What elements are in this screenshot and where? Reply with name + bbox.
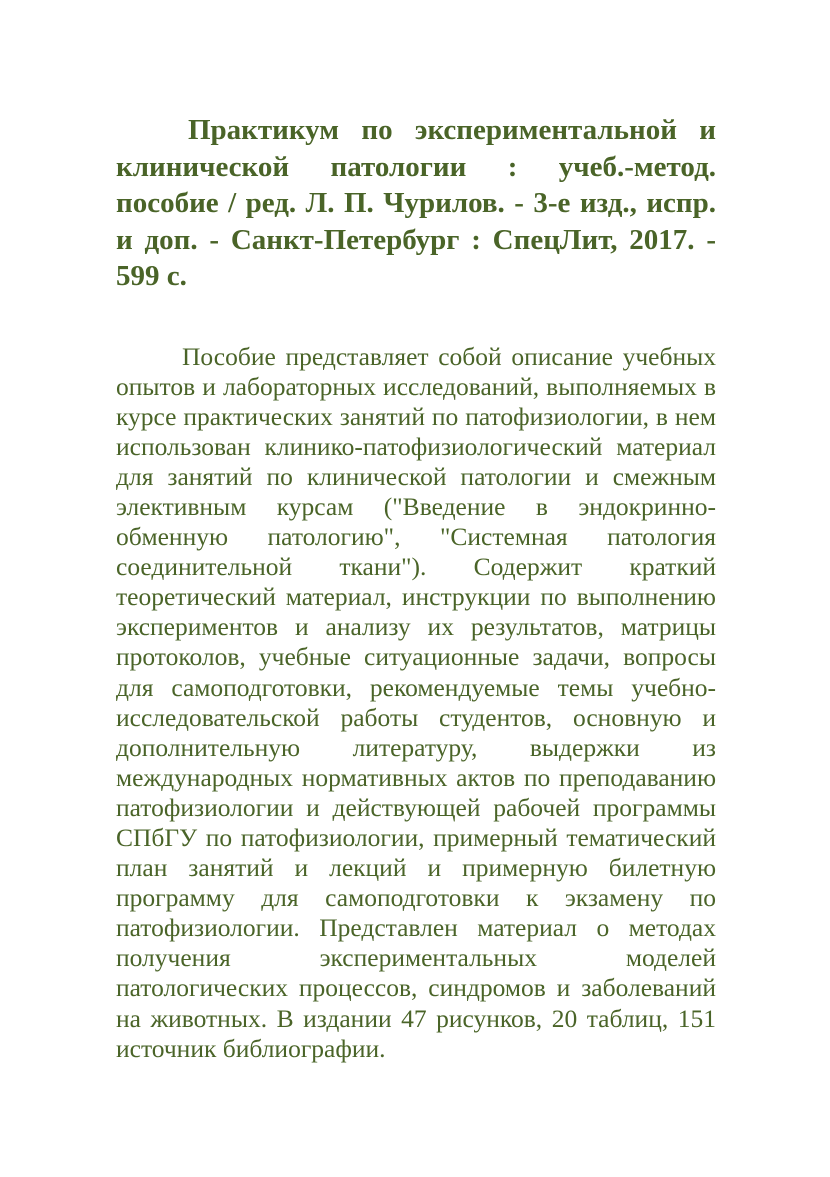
document-page [116,112,716,1064]
citation-heading: Практикум по экспериментальной и клинической патологии : учеб.-метод. пособие / ред. Л. П. Чурилов. - 3-е изд., испр. и доп. - Санкт-Петербург : СпецЛит, 2017. - 599 с. [116,114,716,292]
abstract-paragraph: Пособие представляет собой описание учебных опытов и лабораторных исследований, выполняемых в курсе практических занятий по патофизиологии, в нем использован клинико-патофизиологический материал для занятий по клинической патологии и смежным элективным курсам ("Введение в эндокриннообменную патологию", "Системная патология соединительной ткани"). Содержит краткий теоретический материал, инструкции по выполнению экспериментов и анализу их результатов, матрицы протоколов, учебные ситуационные задачи, вопросы для самоподготовки, рекомендуемые темы учебно-исследовательской работы студентов, основную и дополнительную литературу, выдержки из международных нормативных актов по преподаванию патофизиологии и действующей рабочей программы СПбГУ по патофизиологии, примерный тематический план занятий и лекций и примерную билетную программу для самоподготовки к экзамену по патофизиологии. Представлен материал о методах получения экспериментальных моделей патологических процессов, синдромов и заболеваний на животных. В издании 47 рисунков, 20 таблиц, 151 источник библиографии. [116,341,716,1063]
